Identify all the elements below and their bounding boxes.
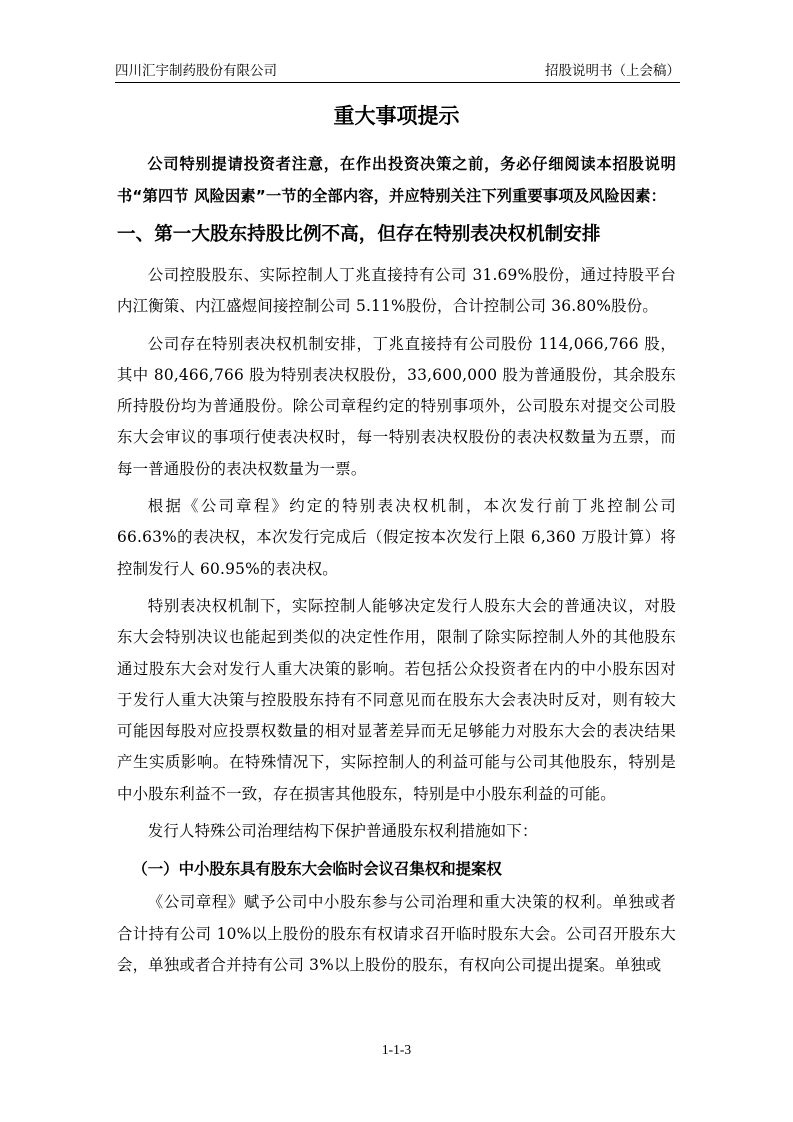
section-1-paragraph-3: 根据《公司章程》约定的特别表决权机制，本次发行前丁兆控制公司 66.63%的表决权，本次发行完成后（假定按本次发行上限 6,360 万股计算）将控制发行人 60.95%的表决权。 xyxy=(117,497,676,578)
page-number: 1-1-3 xyxy=(381,1042,412,1057)
header-company: 四川汇宇制药股份有限公司 xyxy=(115,63,277,79)
section-1-paragraph-5: 发行人特殊公司治理结构下保护普通股东权利措施如下： xyxy=(147,822,538,841)
section-1-paragraph-2: 公司存在特别表决权机制安排，丁兆直接持有公司股份 114,066,766 股，其中 80,466,766 股为特别表决权股份，33,600,000 股为普通股份，其余股东所持股份均为普通股份。除公司章程约定的特别事项外，公司股东对提交公司股东大会审议的事项行使表决权时，每一特别表决权股份的表决权数量为五票，而每一普通股份的表决权数量为一票。 xyxy=(117,334,676,478)
document-body xyxy=(117,100,676,987)
section-1-paragraph-1: 公司控股股东、实际控制人丁兆直接持有公司 31.69%股份，通过持股平台内江衡策、内江盛煜间接控制公司 5.11%股份，合计控制公司 36.80%股份。 xyxy=(117,266,676,316)
section-1-paragraph-4: 特别表决权机制下，实际控制人能够决定发行人股东大会的普通决议，对股东大会特别决议也能起到类似的决定性作用，限制了除实际控制人外的其他股东通过股东大会对发行人重大决策的影响。若包括公众投资者在内的中小股东因对于发行人重大决策与控股股东持有不同意见而在股东大会表决时反对，则有较大可能因每股对应投票权数量的相对显著差异而无足够能力对股东大会的表决结果产生实质影响。在特殊情况下，实际控制人的利益可能与公司其他股东，特别是中小股东利益不一致，存在损害其他股东，特别是中小股东利益的可能。 xyxy=(117,596,676,803)
header-doc-type: 招股说明书（上会稿） xyxy=(545,63,680,79)
page-header xyxy=(115,55,680,83)
section-1-heading: 一、第一大股东持股比例不高，但存在特别表决权机制安排 xyxy=(117,224,601,245)
lead-paragraph: 公司特别提请投资者注意，在作出投资决策之前，务必仔细阅读本招股说明书“第四节 风险因素”一节的全部内容，并应特别关注下列重要事项及风险因素： xyxy=(117,155,676,205)
page-title: 重大事项提示 xyxy=(333,104,460,128)
subsection-1-heading: （一）中小股东具有股东大会临时会议召集权和提案权 xyxy=(132,860,502,879)
subsection-1-paragraph: 《公司章程》赋予公司中小股东参与公司治理和重大决策的权利。单独或者合计持有公司 10%以上股份的股东有权请求召开临时股东大会。公司召开股东大会，单独或者合并持有公司 3%以上股份的股东，有权向公司提出提案。单独或 xyxy=(117,893,676,974)
